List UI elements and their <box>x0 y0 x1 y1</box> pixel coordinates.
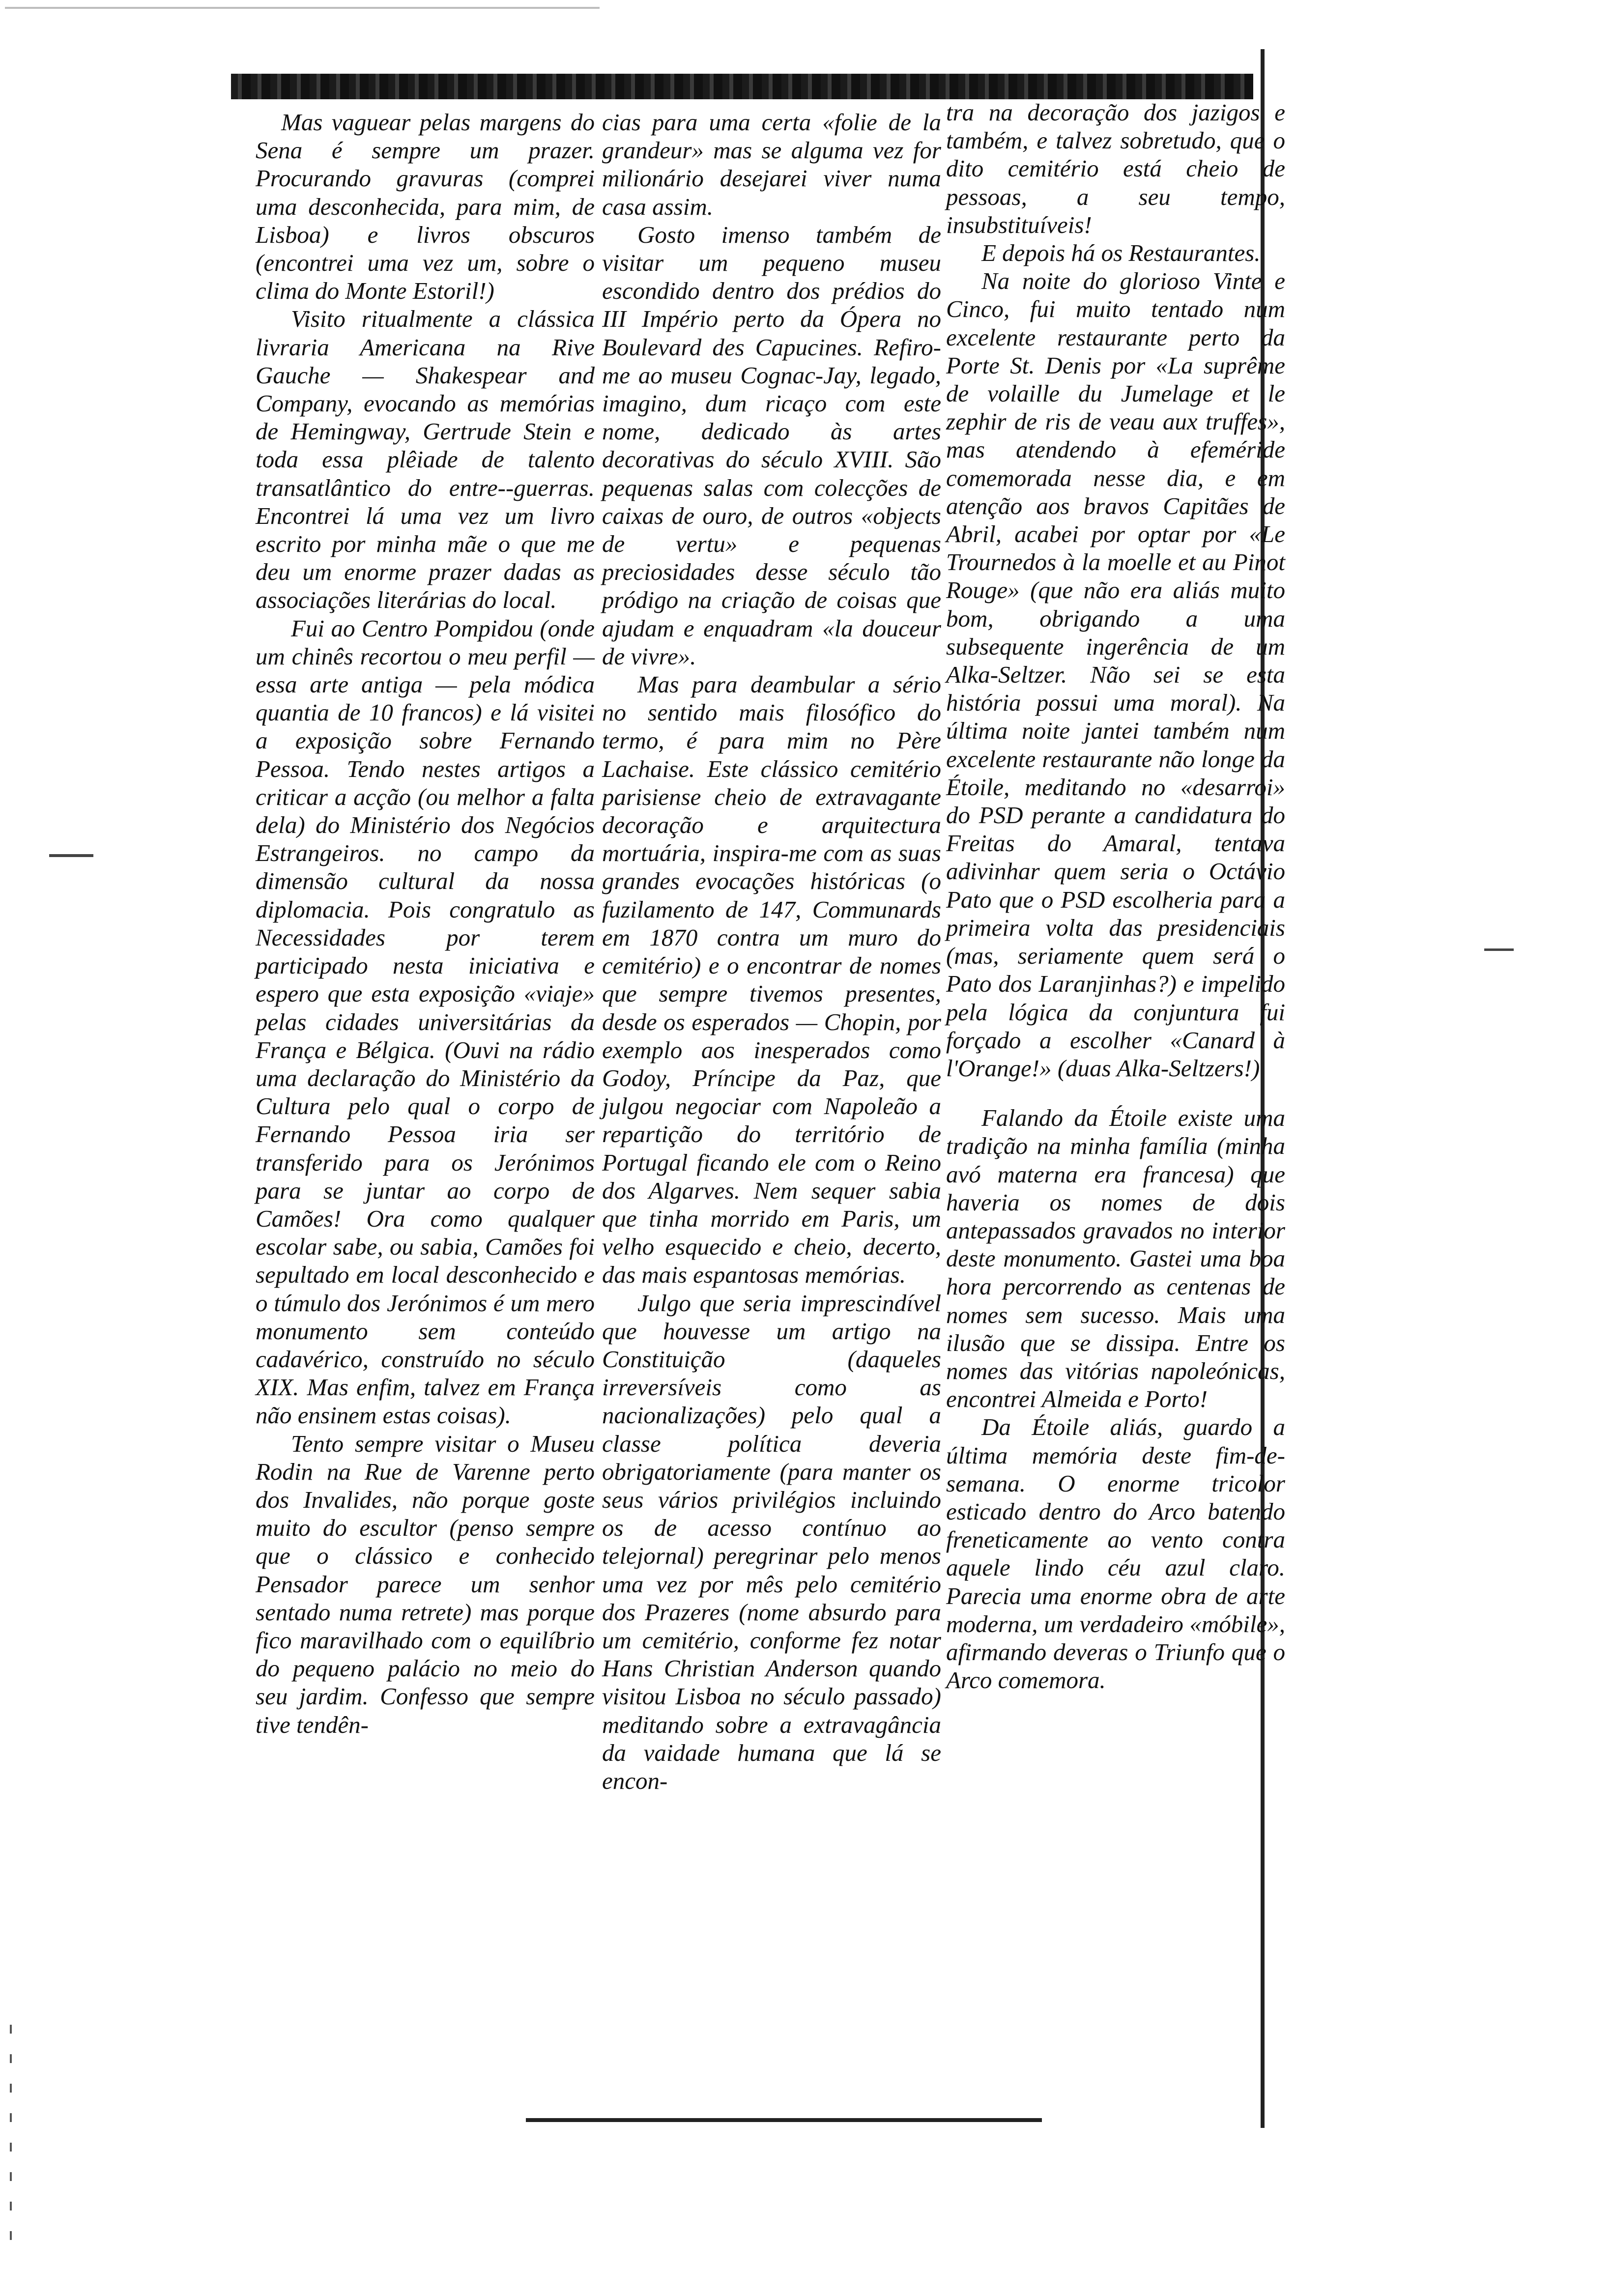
paragraph: E depois há os Restaurantes. <box>981 239 1261 267</box>
bottom-rule <box>526 2118 1042 2122</box>
paragraph: Na noite do glorioso Vinte e Cinco, fui muito tentado num excelente restaurante perto da Porte St. Denis por «La suprême de volaille du Jumelage et le zephir de ris de veau aux truffes», mas atendendo à efeméride comemorada nesse dia, e em atenção aos bravos Capitães de Abril, acabei por optar por «Le Trournedos à la moelle et au Pinot Rouge» (que não era aliás muito bom, obrigando a uma subsequente ingerência de um Alka-Seltzer. Não sei se esta história possui uma moral). Na última noite jantei também num excelente restaurante não longe da Étoile, meditando no «desarroi» do PSD perante a candidatura do Freitas do Amaral, tentava adivinhar quem seria o Octávio Pato que o PSD escolheria para a primeira volta das presidenciais (mas, seriamente quem será o Pato dos Laranjinhas?) e impelido pela lógica da conjuntura fui forçado a escolher «Canard à l'Orange!» (duas Alka-Seltzers!) <box>946 267 1285 1082</box>
paragraph: Fui ao Centro Pompidou (onde um chinês recortou o meu perfil — essa arte antiga — pela módica quantia de 10 francos) e lá visitei a exposição sobre Fernando Pessoa. Tendo nestes artigos a criticar a acção (ou melhor a falta dela) do Ministério dos Negócios Estrangeiros. no campo da dimensão cultural da nossa diplomacia. Pois congratulo as Necessidades por terem participado nesta iniciativa e espero que esta exposição «viaje» pelas cidades universitárias da França e Bélgica. (Ouvi na rádio uma declaração do Ministério da Cultura pelo qual o corpo de Fernando Pessoa iria ser transferido para os Jerónimos para se juntar ao corpo de Camões! Ora como qualquer escolar sabe, ou sabia, Camões foi sepultado em local desconhecido e o túmulo dos Jerónimos é um mero monumento sem conteúdo cadavérico, construído no século XIX. Mas enfim, talvez em França não ensinem estas coisas). <box>256 614 595 1429</box>
paragraph: Falando da Étoile existe uma tradição na minha família (minha avó materna era francesa) que haveria os nomes de dois antepassados gravados no interior deste monumento. Gastei uma boa hora percorrendo as centenas de nomes sem sucesso. Mais uma ilusão que se dissipa. Entre os nomes das vitórias napoleónicas, encontrei Almeida e Porto! <box>946 1104 1285 1413</box>
paragraph: cias para uma certa «folie de la grandeur» mas se alguma vez for milionário desejarei viver numa casa assim. <box>602 109 941 220</box>
paragraph: Julgo que seria imprescindível que houvesse um artigo na Constituição (daqueles irreversíveis como as nacionalizações) pelo qual a classe política deveria obrigatoriamente (para manter os seus vários privilégios incluindo os de acesso contínuo ao telejornal) peregrinar pelo menos uma vez por mês pelo cemitério dos Prazeres (nome absurdo para um cemitério, conforme fez notar Hans Christian Anderson quando visitou Lisboa no século passado) meditando sobre a extravagância da vaidade humana que lá se encon- <box>602 1289 941 1794</box>
article-column-1 <box>256 108 595 1739</box>
article-column-3 <box>946 98 1285 1694</box>
paragraph: Tento sempre visitar o Museu Rodin na Rue de Varenne perto dos Invalides, não porque goste muito do escultor (penso sempre que o clássico e conhecido Pensador parece um senhor sentado numa retrete) mas porque fico maravilhado com o equilíbrio do pequeno palácio no meio do seu jardim. Confesso que sempre tive tendên- <box>256 1430 595 1738</box>
paragraph: Mas para deambular a sério no sentido mais filosófico do termo, é para mim no Père Lachaise. Este clássico cemitério parisiense cheio de extravagante decoração e arquitectura mortuária, inspira-me com as suas grandes evocações históricas (o fuzilamento de 147, Communards em 1870 contra um muro do cemitério) e o encontrar de nomes que sempre tivemos presentes, desde os esperados — Chopin, por exemplo aos inesperados como Godoy, Príncipe da Paz, que julgou negociar com Napoleão a repartição do território de Portugal ficando ele com o Reino dos Algarves. Nem sequer sabia que tinha morrido em Paris, um velho esquecido e cheio, decerto, das mais espantosas memórias. <box>602 671 941 1289</box>
paragraph: Gosto imenso também de visitar um pequeno museu escondido dentro dos prédios do III Império perto da Ópera no Boulevard des Capucines. Refiro-me ao museu Cognac-Jay, legado, imagino, dum ricaço com este nome, dedicado às artes decorativas do século XVIII. São pequenas salas com colecções de caixas de ouro, de outros «objects de vertu» e pequenas preciosidades desse século tão pródigo na criação de coisas que ajudam e enquadram «la douceur de vivre». <box>602 221 941 670</box>
right-margin-mark <box>1484 948 1514 951</box>
paragraph: tra na decoração dos jazigos e também, e talvez sobretudo, que o dito cemitério está cheio de pessoas, a seu tempo, insubstituíveis! <box>946 99 1285 238</box>
paragraph: Da Étoile aliás, guardo a última memória deste fim-de-semana. O enorme tricolor esticado dentro do Arco batendo freneticamente ao vento contra aquele lindo céu azul claro. Parecia uma enorme obra de arte moderna, um verdadeiro «móbile», afirmando deveras o Triunfo que o Arco comemora. <box>946 1413 1285 1694</box>
header-rule-band <box>231 74 1253 99</box>
left-margin-mark <box>49 854 93 857</box>
scan-top-line <box>5 7 600 9</box>
paragraph: Mas vaguear pelas margens do Sena é sempre um prazer. Procurando gravuras (comprei uma desconhecida, para mim, de Lisboa) e livros obscuros (encontrei uma vez um, sobre o clima do Monte Estoril!) <box>256 109 595 305</box>
article-column-2 <box>602 108 941 1795</box>
left-edge-marks <box>10 2025 12 2246</box>
paragraph: Visito ritualmente a clássica livraria Americana na Rive Gauche — Shakespear and Company, evocando as memórias de Hemingway, Gertrude Stein e toda essa plêiade de talento transatlântico do entre--guerras. Encontrei lá uma vez um livro escrito por minha mãe o que me deu um enorme prazer dadas as associações literárias do local. <box>256 305 595 614</box>
